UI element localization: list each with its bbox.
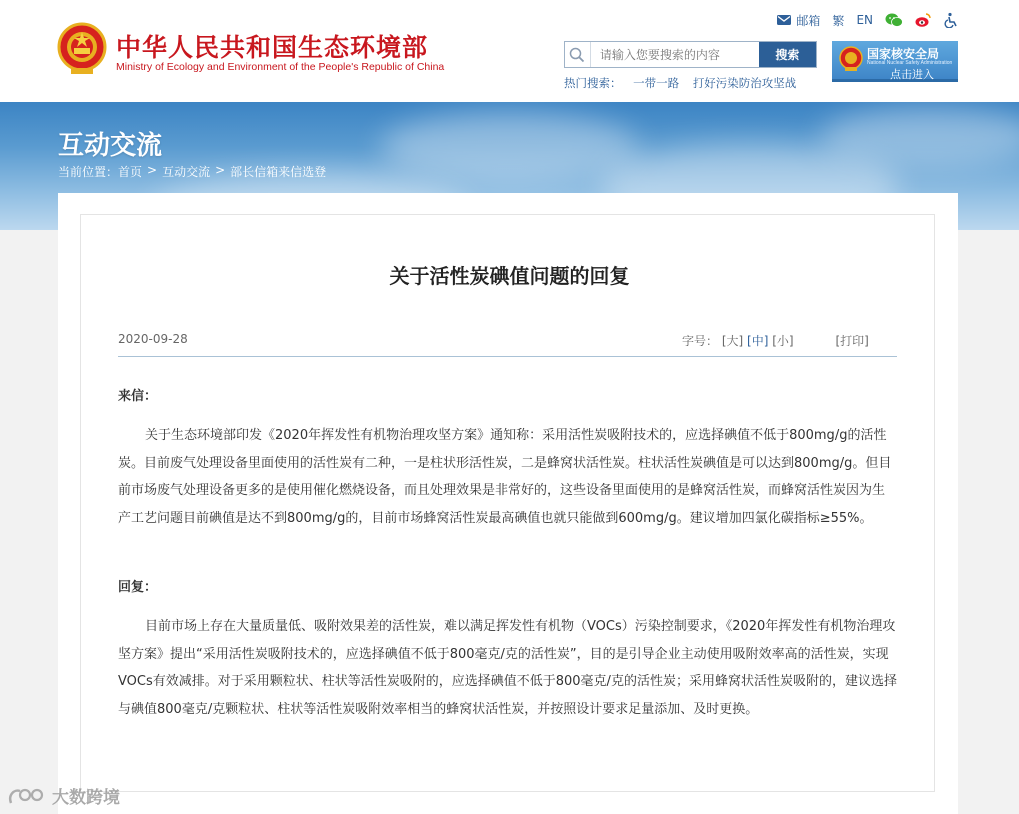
site-header bbox=[0, 0, 1019, 102]
wechat-icon[interactable] bbox=[885, 12, 903, 28]
watermark bbox=[8, 783, 120, 808]
nnsa-banner-link[interactable] bbox=[832, 41, 958, 82]
article-tools bbox=[682, 332, 869, 349]
breadcrumb-prefix: 当前位置： bbox=[58, 165, 119, 179]
weibo-icon[interactable] bbox=[915, 12, 931, 28]
hot-search bbox=[564, 75, 806, 91]
letter-text: 关于生态环境部印发《2020年挥发性有机物治理攻坚方案》通知称：采用活性炭吸附技术的，应选择碘值不低于800mg/g的活性炭。目前废气处理设备里面使用的活性炭有二种，一是柱状形活性炭，二是蜂窝状活性炭。柱状活性炭碘值是可以达到800mg/g。但目前市场废气处理设备更多的是使用催化燃烧设备，而且处理效果是非常好的，这些设备里面使用的是蜂窝活性炭，而蜂窝活性炭因为生产工艺问题目前碘值是达不到800mg/g的，目前市场蜂窝活性炭最高碘值也就只能做到600mg/g。建议增加四氯化碳指标≥55%。 bbox=[118, 428, 892, 526]
font-size-medium-button[interactable]: [中] bbox=[747, 334, 769, 348]
search-button[interactable]: 搜索 bbox=[759, 42, 816, 67]
breadcrumb-separator: > bbox=[215, 163, 226, 177]
accessibility-icon[interactable] bbox=[943, 12, 959, 28]
print-button[interactable]: [打印] bbox=[835, 334, 869, 348]
hot-search-label: 热门搜索： bbox=[564, 76, 622, 90]
reply-label: 回复： bbox=[118, 580, 158, 595]
article-date: 2020-09-28 bbox=[118, 332, 188, 346]
nnsa-name: 国家核安全局 bbox=[867, 47, 940, 61]
letter-label: 来信： bbox=[118, 389, 158, 404]
section-title: 互动交流 bbox=[58, 131, 163, 161]
watermark-logo-icon bbox=[8, 785, 48, 807]
nnsa-enter-label: 点击进入 bbox=[890, 68, 934, 81]
search-icon bbox=[565, 42, 591, 67]
nnsa-emblem-icon bbox=[839, 46, 863, 72]
watermark-text: 大数跨境 bbox=[52, 788, 120, 808]
article-title: 关于活性炭碘值问题的回复 bbox=[389, 264, 630, 288]
article-divider bbox=[118, 356, 897, 357]
font-size-small-button[interactable]: [小] bbox=[772, 334, 794, 348]
english-link[interactable]: EN bbox=[856, 13, 873, 27]
site-title-english: Ministry of Ecology and Environment of the People's Republic of China bbox=[116, 61, 445, 73]
font-size-large-button[interactable]: [大] bbox=[721, 334, 744, 348]
breadcrumb-interaction[interactable]: 互动交流 bbox=[162, 165, 211, 179]
search-input[interactable] bbox=[591, 42, 759, 67]
mail-label: 邮箱 bbox=[796, 13, 821, 28]
traditional-chinese-link[interactable]: 繁 bbox=[832, 13, 845, 28]
breadcrumb-home[interactable]: 首页 bbox=[118, 165, 143, 179]
mail-link[interactable] bbox=[776, 12, 820, 29]
nnsa-english-name: National Nuclear Safety Administration bbox=[867, 60, 953, 66]
font-size-label: 字号： bbox=[682, 334, 719, 348]
site-title[interactable]: 中华人民共和国生态环境部 bbox=[116, 33, 429, 62]
hot-search-link-pollution[interactable]: 打好污染防治攻坚战 bbox=[692, 76, 797, 90]
reply-text: 目前市场上存在大量质量低、吸附效果差的活性炭，难以满足挥发性有机物（VOCs）污染控制要求，《2020年挥发性有机物治理攻坚方案》提出“采用活性炭吸附技术的，应选择碘值不低于800毫克/克的活性炭”，目的是引导企业主动使用吸附效率高的活性炭，实现VOCs有效减排。对于采用颗粒状、柱状等活性炭吸附的，应选择碘值不低于800毫克/克的活性炭；采用蜂窝状活性炭吸附的，建议选择与碘值800毫克/克颗粒状、柱状等活性炭吸附效率相当的蜂窝状活性炭，并按照设计要求足量添加、及时更换。 bbox=[118, 619, 897, 717]
mail-icon bbox=[776, 12, 792, 28]
hot-search-link-belt-road[interactable]: 一带一路 bbox=[633, 76, 680, 90]
breadcrumb bbox=[58, 163, 326, 180]
search-box bbox=[564, 41, 817, 68]
breadcrumb-minister-mailbox[interactable]: 部长信箱来信选登 bbox=[230, 165, 327, 179]
breadcrumb-separator: > bbox=[147, 163, 158, 177]
top-links bbox=[776, 11, 959, 29]
national-emblem-icon[interactable] bbox=[57, 22, 107, 76]
